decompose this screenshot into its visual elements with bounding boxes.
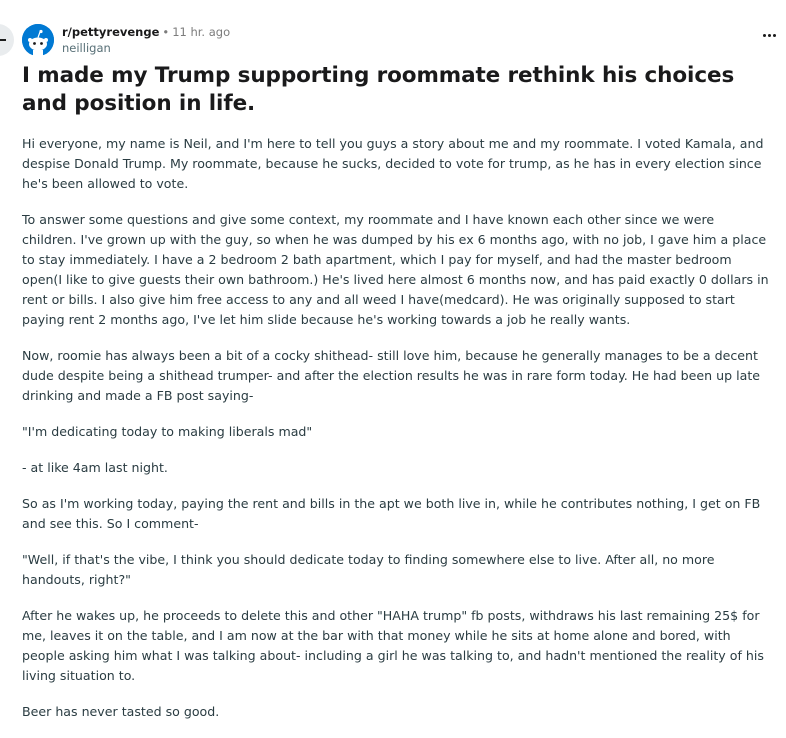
post-paragraph: So as I'm working today, paying the rent and bills in the apt we both live in, while he contributes nothing, I get on FB and see this. So I comment- xyxy=(22,496,761,531)
post-meta-top xyxy=(62,24,230,40)
snoo-avatar-icon xyxy=(22,24,54,56)
more-options-icon-dot xyxy=(768,34,771,37)
post-paragraph: "Well, if that's the vibe, I think you should dedicate today to finding somewhere else to live. After all, no more handouts, right?" xyxy=(22,552,715,587)
post-body xyxy=(22,134,772,738)
post-paragraph: After he wakes up, he proceeds to delete this and other "HAHA trump" fb posts, withdraws his last remaining 25$ for me, leaves it on the table, and I am now at the bar with that money while he sits at home alone and bored, with people asking him what I was talking about- including a girl he was talking to, and hadn't mentioned the reality of his living situation to. xyxy=(22,608,764,683)
back-arrow-icon xyxy=(0,39,6,41)
meta-separator: • xyxy=(162,25,170,39)
subreddit-link[interactable]: r/pettyrevenge xyxy=(62,25,160,39)
post-paragraph: Now, roomie has always been a bit of a cocky shithead- still love him, because he generally manages to be a decent dude despite being a shithead trumper- and after the election results he was in rare form today. He had been up late drinking and made a FB post saying- xyxy=(22,348,761,403)
more-options-icon xyxy=(763,34,766,37)
back-button[interactable] xyxy=(0,24,14,56)
author-link[interactable]: neilligan xyxy=(62,41,111,55)
post-paragraph: "I'm dedicating today to making liberals mad" xyxy=(22,424,313,439)
post-paragraph: Hi everyone, my name is Neil, and I'm here to tell you guys a story about me and my roommate. I voted Kamala, and despise Donald Trump. My roommate, because he sucks, decided to vote for trump, as he has in every election since he's been allowed to vote. xyxy=(22,136,764,191)
post-header xyxy=(22,24,230,56)
more-options-icon-dot xyxy=(773,34,776,37)
post-paragraph: - at like 4am last night. xyxy=(22,460,168,475)
subreddit-avatar[interactable] xyxy=(22,24,54,56)
post-paragraph: To answer some questions and give some context, my roommate and I have known each other since we were children. I've grown up with the guy, so when he was dumped by his ex 6 months ago, with no job, I gave him a place to stay immediately. I have a 2 bedroom 2 bath apartment, which I pay for myself, and had the master bedroom open(I like to give guests their own bathroom.) He's lived here almost 6 months now, and has paid exactly 0 dollars in rent or bills. I also give him free access to any and all weed I have(medcard). He was originally supposed to start paying rent 2 months ago, I've let him slide because he's working towards a job he really wants. xyxy=(22,212,769,327)
post-title: I made my Trump supporting roommate rethink his choices and position in life. xyxy=(22,63,735,116)
more-options-button[interactable] xyxy=(763,34,776,37)
post-time: 11 hr. ago xyxy=(172,25,231,39)
post-meta xyxy=(62,24,230,56)
post-paragraph: Beer has never tasted so good. xyxy=(22,704,220,719)
